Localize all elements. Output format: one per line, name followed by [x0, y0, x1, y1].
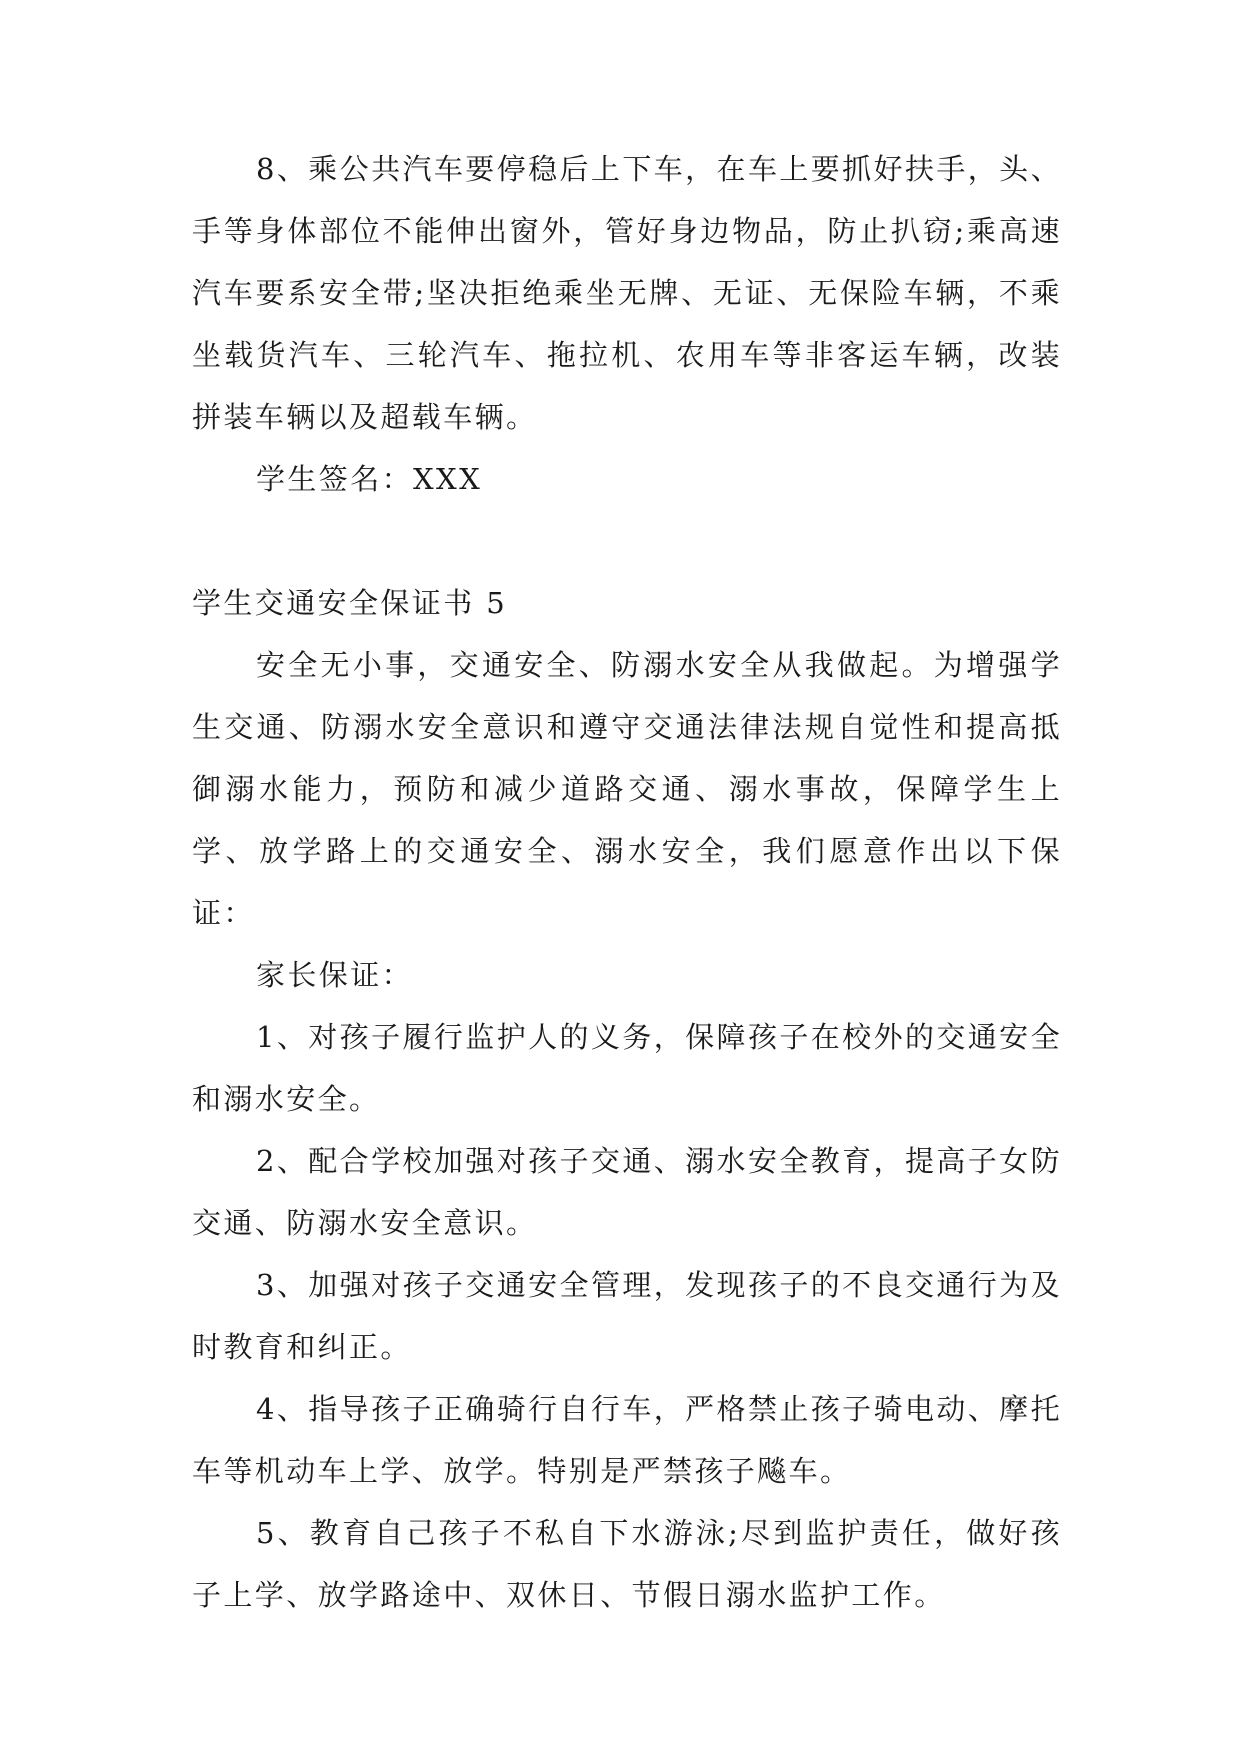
- section-title: 学生交通安全保证书 5: [192, 586, 508, 620]
- parent-pledge-heading: 家长保证：: [256, 958, 414, 992]
- student-signature: 学生签名：XXX: [256, 462, 483, 496]
- pledge-item-2: 2、配合学校加强对孩子交通、溺水安全教育，提高子女防交通、防溺水安全意识。: [192, 1144, 1062, 1240]
- intro-paragraph: 安全无小事，交通安全、防溺水安全从我做起。为增强学生交通、防溺水安全意识和遵守交通法律法规自觉性和提高抵御溺水能力，预防和减少道路交通、溺水事故，保障学生上学、放学路上的交通安全、溺水安全，我们愿意作出以下保证：: [192, 648, 1062, 930]
- pledge-item-3: 3、加强对孩子交通安全管理，发现孩子的不良交通行为及时教育和纠正。: [192, 1268, 1062, 1364]
- pledge-item-4: 4、指导孩子正确骑行自行车，严格禁止孩子骑电动、摩托车等机动车上学、放学。特别是严禁孩子飚车。: [192, 1392, 1062, 1488]
- pledge-item-1: 1、对孩子履行监护人的义务，保障孩子在校外的交通安全和溺水安全。: [192, 1020, 1062, 1116]
- paragraph-item-8: 8、乘公共汽车要停稳后上下车，在车上要抓好扶手，头、手等身体部位不能伸出窗外，管好身边物品，防止扒窃;乘高速汽车要系安全带;坚决拒绝乘坐无牌、无证、无保险车辆，不乘坐载货汽车、三轮汽车、拖拉机、农用车等非客运车辆，改装拼装车辆以及超载车辆。: [192, 152, 1062, 434]
- document-page: [192, 138, 1062, 1626]
- pledge-item-5: 5、教育自己孩子不私自下水游泳;尽到监护责任，做好孩子上学、放学路途中、双休日、节假日溺水监护工作。: [192, 1516, 1062, 1612]
